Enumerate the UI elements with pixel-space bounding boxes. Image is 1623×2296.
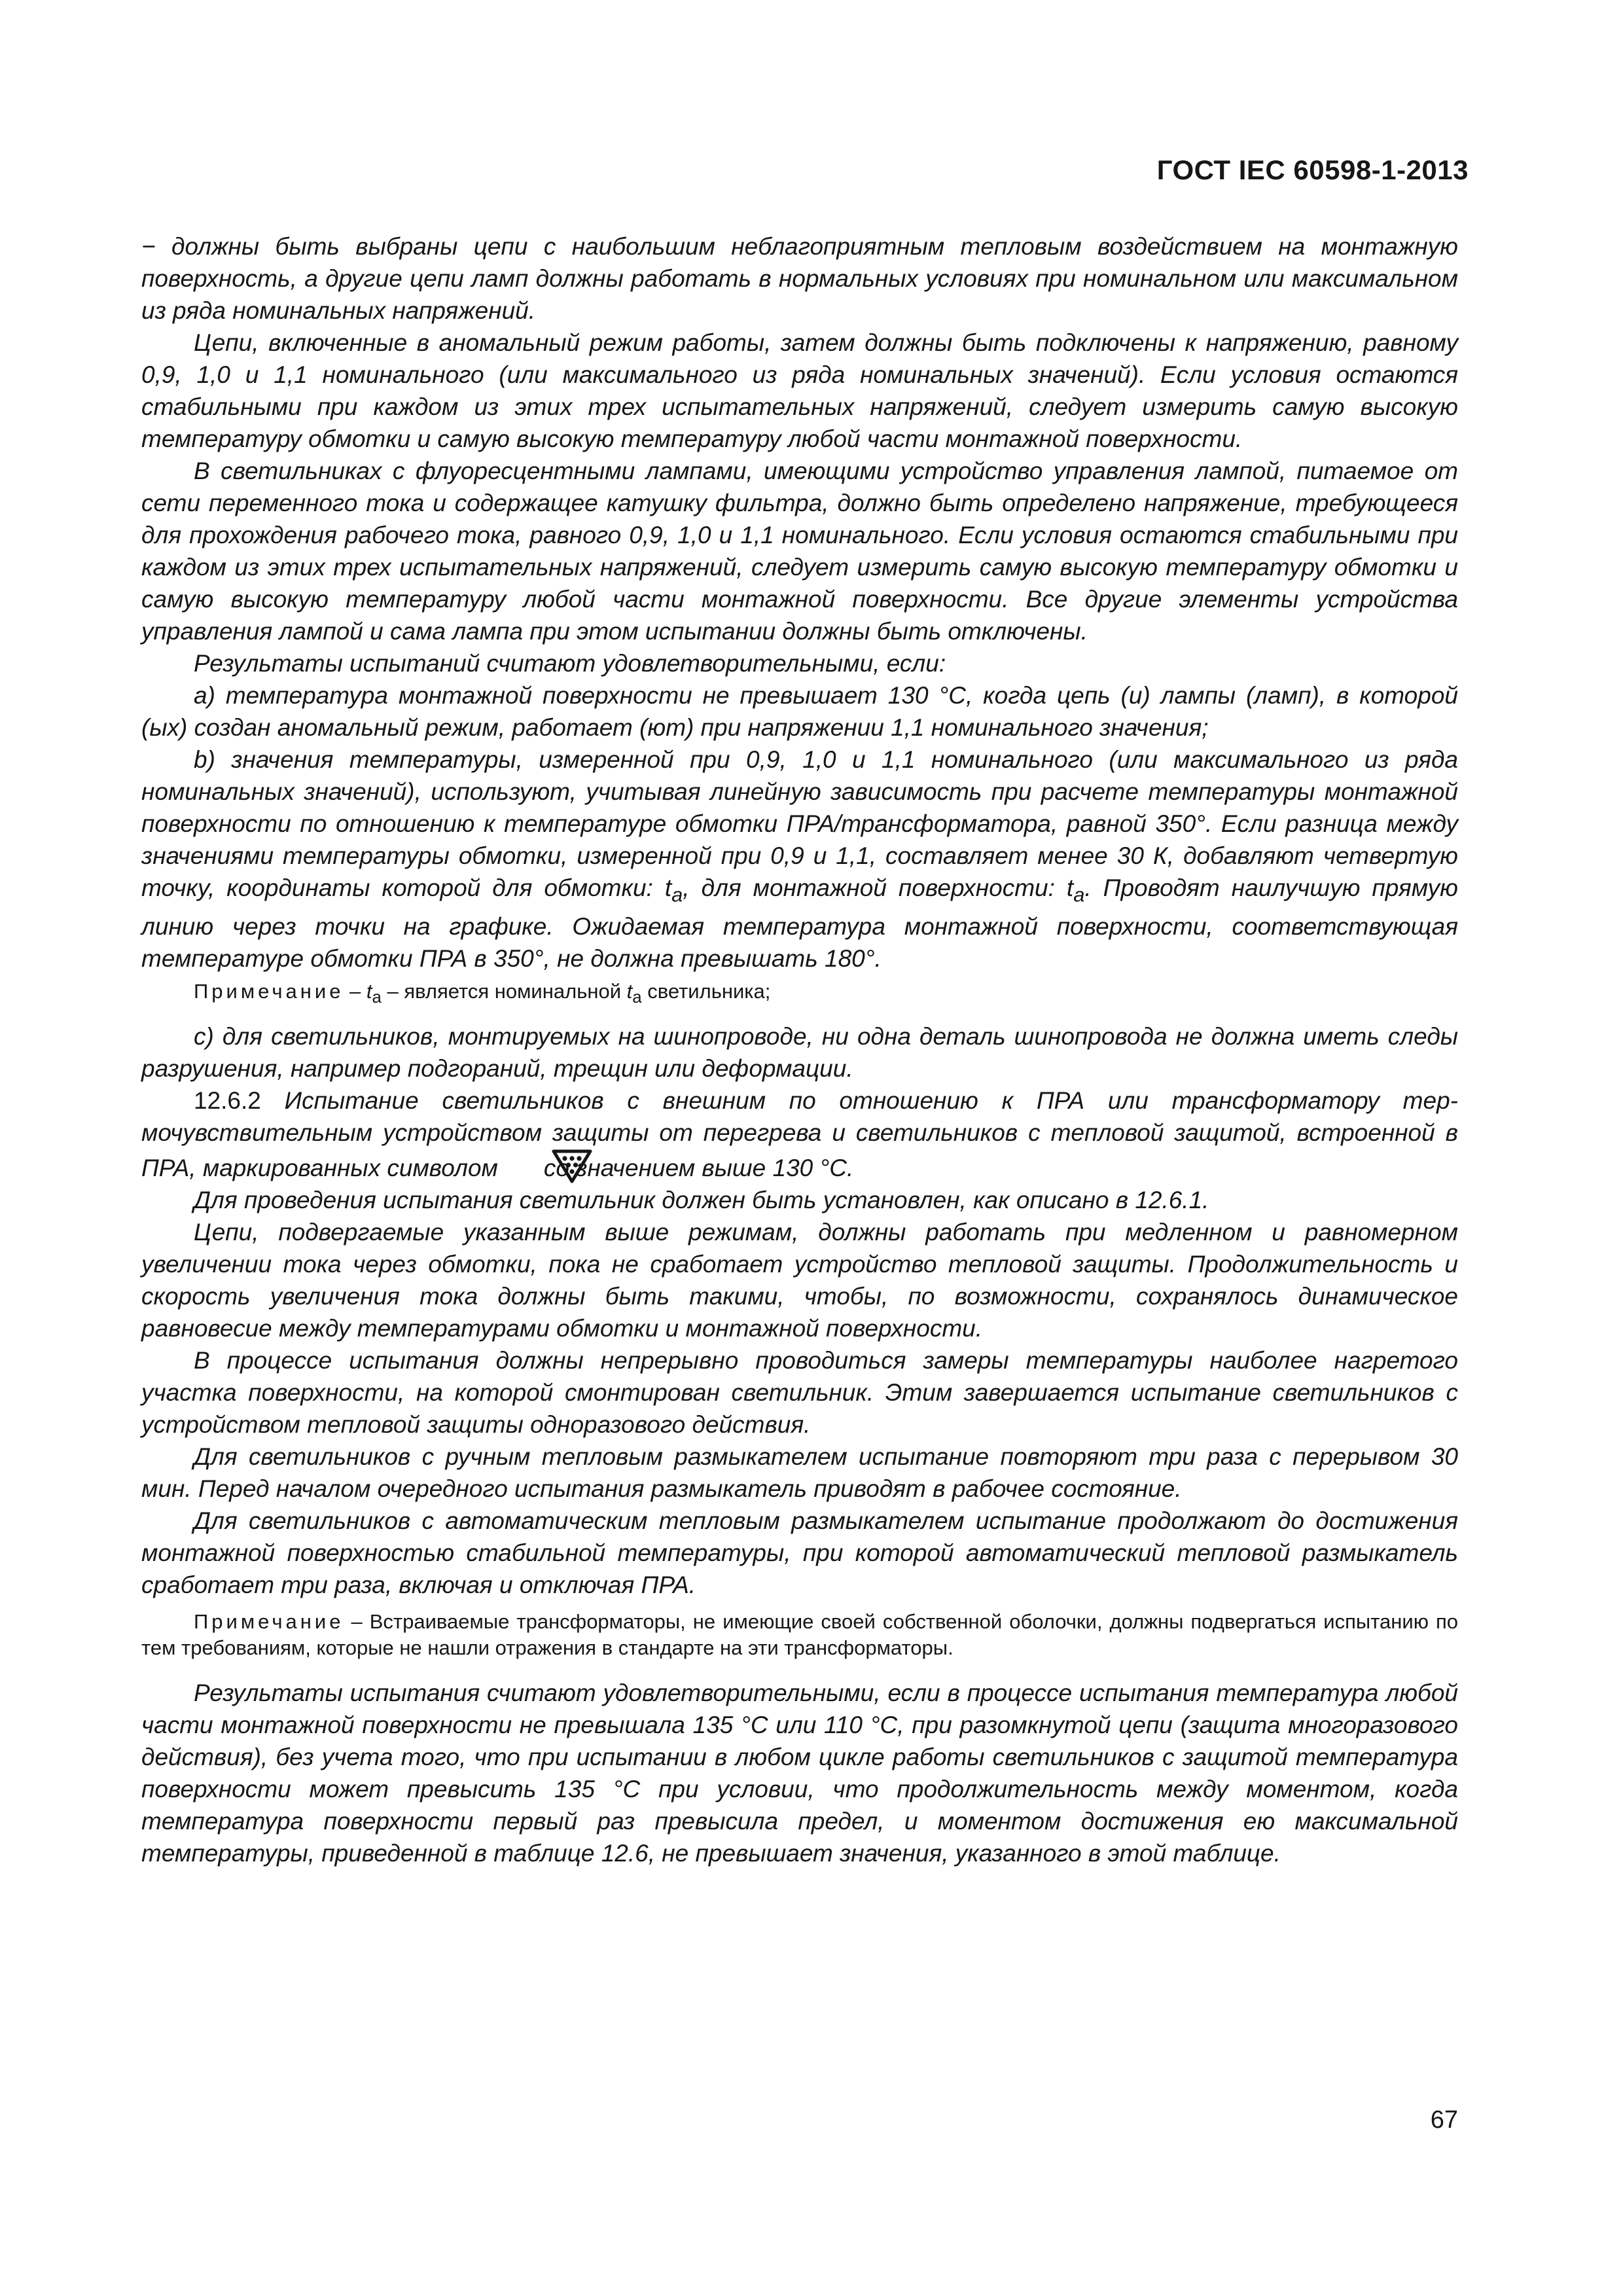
paragraph-item-c: c) для светильников, монтируемых на шинопроводе, ни одна деталь шинопровода не должна иметь следы разрушения, например подгораний, трещин или деформации. — [141, 1022, 1458, 1082]
note-2-text: – Встраиваемые трансформаторы, не имеющие своей собственной оболочки, должны подвергаться испытанию по тем требованиям, которые не нашли отражения в стандарте на эти трансформаторы. — [141, 1609, 1458, 1659]
main-text — [141, 230, 1458, 1869]
note-1-t2: t — [626, 980, 633, 1003]
note-1-dash: – — [344, 980, 366, 1003]
document-header: ГОСТ IEC 60598-1-2013 — [1156, 154, 1469, 185]
note-2 — [141, 1609, 1458, 1661]
note-1-t: t — [366, 980, 372, 1003]
paragraph-12: Для светильников с ручным тепловым размыкателем испытание повторяют три раза с перерывом 30 мин. Перед началом очередного испытания размыкатель приводят в рабочее состояние. — [141, 1443, 1458, 1502]
subscript-a-1: a — [671, 883, 683, 906]
subscript-a-2: a — [1073, 883, 1085, 906]
note-1 — [141, 978, 1458, 1011]
note-1-middle: – является номинальной — [381, 980, 627, 1003]
paragraph-10: Цепи, подвергаемые указанным выше режимам, должны работать при медленном и равномерном увеличении тока через обмотки, пока не сработает устройство тепловой защиты. Продолжительность и скорость увеличения тока должны быть такими, чтобы, по возможности, сохранялось динамическое равновесие между температурами обмотки и монтажной поверхности. — [141, 1218, 1458, 1342]
paragraph-13: Для светильников с автоматическим тепловым размыкателем испытание продолжают до достижения монтажной поверхностью стабильной температуры, при которой автоматический тепловой размыкатель сработает три раза, включая и отключая ПРА. — [141, 1507, 1458, 1598]
paragraph-9: Для проведения испытания светильник должен быть установлен, как описано в 12.6.1. — [194, 1186, 1209, 1213]
paragraph-item-a: a) температура монтажной поверхности не превышает 130 °С, когда цепь (и) лампы (ламп), в которой (ых) создан аномальный режим, работает (ют) при напряжении 1,1 номинального значения; — [141, 682, 1458, 741]
paragraph-2: Цепи, включенные в аномальный режим работы, затем должны быть подключены к напряжению, равному 0,9, 1,0 и 1,1 номинального (или максимального из ряда номинальных значений). Если условия остаются стабильными при каждом из этих трех испытательных напряжений, следует измерить самую высокую температуру обмотки и самую высокую температуру любой части монтажной поверхности. — [141, 329, 1458, 452]
paragraph-3: В светильниках с флуоресцентными лампами, имеющими устройство управления лампой, питаемое от сети переменного тока и содержащее катушку фильтра, должно быть определено напряжение, требующееся для прохождения рабочего тока, равного 0,9, 1,0 и 1,1 номинального. Если условия остаются стабильными при каждом из этих трех испытательных напряжений, следует измерить самую высокую температуру обмотки и самую высокую температуру любой части монтажной поверхности. Все другие элементы устройства управления лампой и сама лампа при этом испытании должны быть отключены. — [141, 457, 1458, 645]
note-1-subscript: a — [372, 988, 382, 1007]
section-12-6-2 — [141, 1085, 1458, 1184]
section-text-2: со значением выше 130 °С. — [543, 1154, 854, 1181]
item-b-text-1: b) значения температуры, измеренной при 0,9, 1,0 и 1,1 номинального (или максимального из ряда номинальных значений), используют, учитывая линейную зависимость при расчете температуры монтажной поверхности по отношению к температуре обмотки ПРА/трансформатора, равной 350°. Если разница между значениями температуры обмотки, измеренной при 0,9 и 1,1, составляет менее 30 К, добавляют четвертую точку, координаты которой для обмотки: t — [141, 746, 1458, 901]
note-1-subscript-2: a — [632, 988, 642, 1007]
note-1-label: Примечание — [194, 980, 344, 1003]
paragraph-11: В процессе испытания должны непрерывно проводиться замеры температуры наиболее нагретого участка поверхности, на которой смонтирован светильник. Этим завершается испытание светильников с устройством тепловой защиты одноразового действия. — [141, 1346, 1458, 1438]
thermal-protection-symbol-icon — [499, 1149, 540, 1184]
section-text-1: Испытание светильников с внешним по отношению к ПРА или трансформатору термочувствительным устройством защиты от перегрева и светильников с тепловой защитой, встроенной в ПРА, маркированных символом — [141, 1086, 1458, 1181]
section-number: 12.6.2 — [194, 1086, 285, 1114]
note-1-end: светильника; — [641, 980, 771, 1003]
paragraph-14: Результаты испытания считают удовлетворительными, если в процессе испытания температура любой части монтажной поверхности не превышала 135 °С или 110 °С, при разомкнутой цепи (защита многоразового действия), без учета того, что при испытании в любом цикле работы светильников с защитой температура поверхности может превысить 135 °С при условии, что продолжительность между моментом, когда температура поверхности первый раз превысила предел, и моментом достижения ею максимальной температуры, приведенной в таблице 12.6, не превышает значения, указанного в этой таблице. — [141, 1679, 1458, 1867]
paragraph-1: − должны быть выбраны цепи с наибольшим неблагоприятным тепловым воздействием на монтажную поверхность, а другие цепи ламп должны работать в нормальных условиях при номинальном или максимальном из ряда номинальных напряжений. — [141, 233, 1458, 324]
item-b-text-2: , для монтажной поверхности: t — [683, 874, 1074, 901]
note-2-label: Примечание — [194, 1609, 344, 1633]
paragraph-item-b — [141, 744, 1458, 975]
page-number: 67 — [1430, 2106, 1458, 2134]
paragraph-4: Результаты испытаний считают удовлетворительными, если: — [194, 650, 946, 677]
item-b-text-3: . Проводят наилучшую прямую линию через точки на графике. Ожидаемая температура монтажной поверхности, соответствующая температуре обмотки ПРА в 350°, не должна превышать 180°. — [141, 874, 1458, 973]
